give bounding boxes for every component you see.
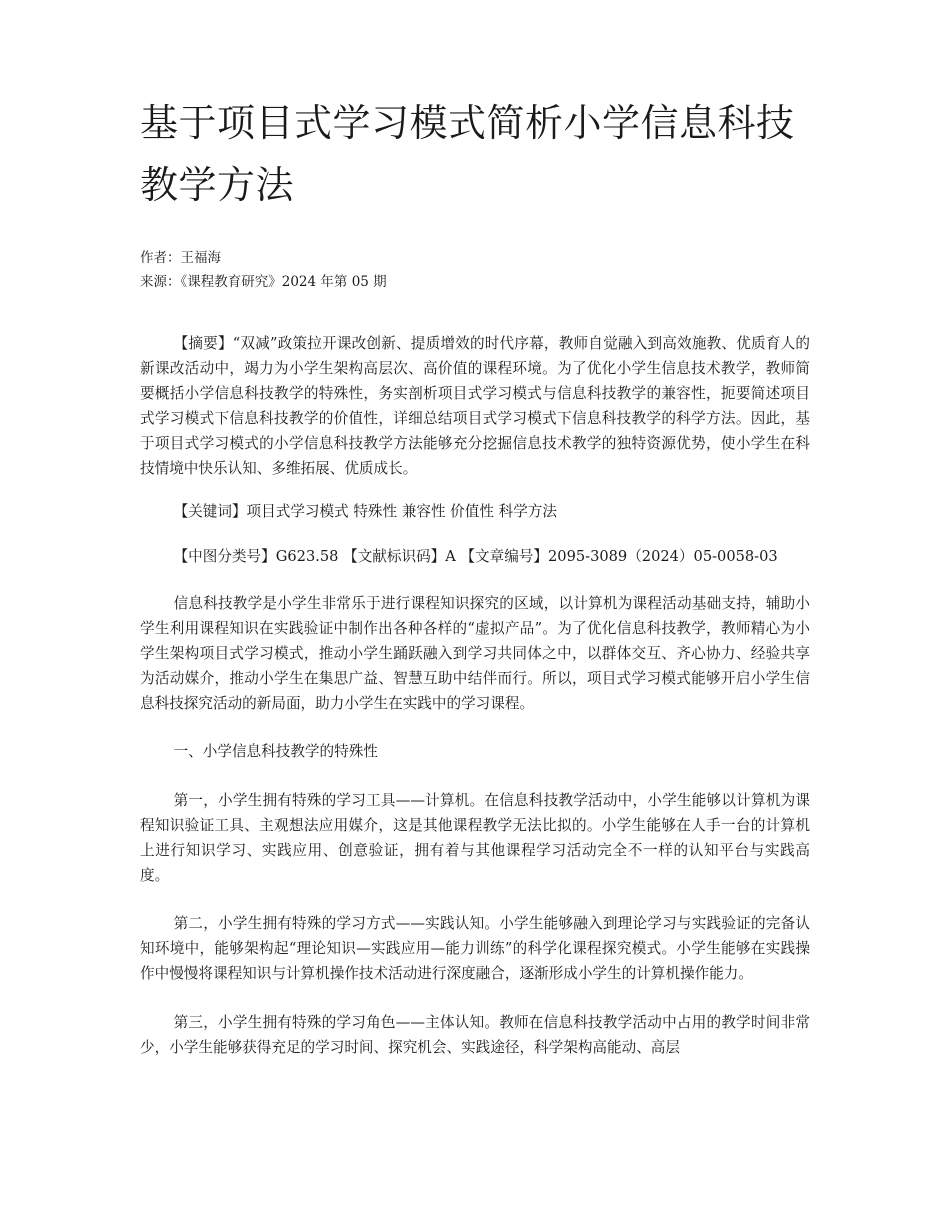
body-paragraph-3: 第三，小学生拥有特殊的学习角色——主体认知。教师在信息科技教学活动中占用的教学时间非常少，小学生能够获得充足的学习时间、探究机会、实践途径，科学架构高能动、高层: [140, 1014, 810, 1056]
section-heading: 一、小学信息科技教学的特殊性: [173, 743, 378, 760]
article: [140, 92, 810, 1060]
keywords-paragraph: 【关键词】项目式学习模式 特殊性 兼容性 价值性 科学方法: [173, 503, 557, 520]
article-meta: [140, 246, 810, 294]
classification-paragraph: 【中图分类号】G623.58 【文献标识码】A 【文章编号】2095-3089（2024）05-0058-03: [173, 548, 778, 565]
author-line: 作者：王福海: [140, 250, 221, 266]
body-paragraph-1: 第一，小学生拥有特殊的学习工具——计算机。在信息科技教学活动中，小学生能够以计算机为课程知识验证工具、主观想法应用媒介，这是其他课程教学无法比拟的。小学生能够在人手一台的计算机上进行知识学习、实践应用、创意验证，拥有着与其他课程学习活动完全不一样的认知平台与实践高度。: [140, 792, 810, 884]
article-title: 基于项目式学习模式简析小学信息科技教学方法: [140, 101, 795, 207]
body-paragraph-2: 第二，小学生拥有特殊的学习方式——实践认知。小学生能够融入到理论学习与实践验证的完备认知环境中，能够架构起“理论知识—实践应用—能力训练”的科学化课程探究模式。小学生能够在实践操作中慢慢将课程知识与计算机操作技术活动进行深度融合，逐渐形成小学生的计算机操作能力。: [140, 915, 810, 982]
intro-paragraph: 信息科技教学是小学生非常乐于进行课程知识探究的区域，以计算机为课程活动基础支持，辅助小学生利用课程知识在实践验证中制作出各种各样的“虚拟产品”。为了优化信息科技教学，教师精心为小学生架构项目式学习模式，推动小学生踊跃融入到学习共同体之中，以群体交互、齐心协力、经验共享为活动媒介，推动小学生在集思广益、智慧互助中结伴而行。所以，项目式学习模式能够开启小学生信息科技探究活动的新局面，助力小学生在实践中的学习课程。: [140, 595, 810, 712]
abstract-paragraph: 【摘要】“双减”政策拉开课改创新、提质增效的时代序幕，教师自觉融入到高效施教、优质育人的新课改活动中，竭力为小学生架构高层次、高价值的课程环境。为了优化小学生信息技术教学，教师简要概括小学信息科技教学的特殊性，务实剖析项目式学习模式与信息科技教学的兼容性，扼要简述项目式学习模式下信息科技教学的价值性，详细总结项目式学习模式下信息科技教学的科学方法。因此，基于项目式学习模式的小学信息科技教学方法能够充分挖掘信息技术教学的独特资源优势，使小学生在科技情境中快乐认知、多维拓展、优质成长。: [140, 335, 810, 477]
source-line: 来源：《课程教育研究》2024 年第 05 期: [140, 274, 387, 290]
